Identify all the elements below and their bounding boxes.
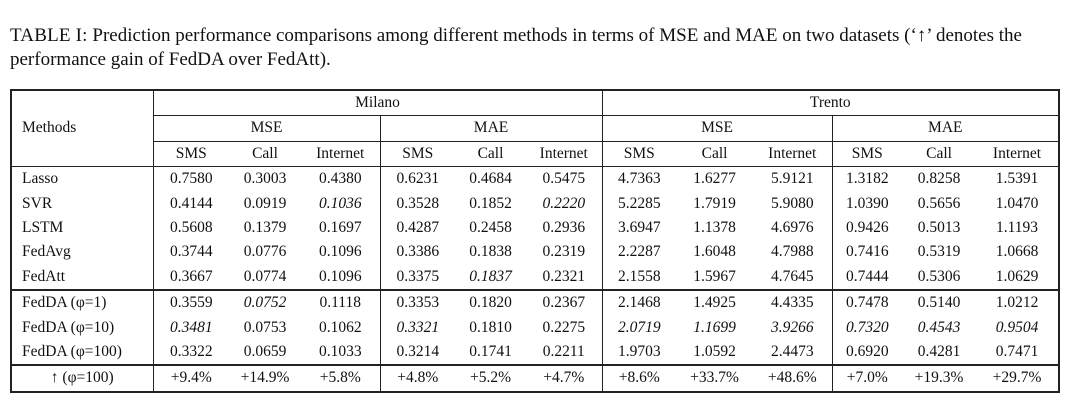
- table-cell: 0.0774: [243, 267, 287, 285]
- table-cell: 0.3386: [380, 240, 455, 264]
- table-cell: 1.0212: [976, 290, 1059, 315]
- table-row: [11, 316, 1059, 340]
- table-cell: 0.1096: [318, 267, 362, 285]
- table-cell: 3.6947: [602, 216, 676, 240]
- header-service: Call: [229, 141, 301, 166]
- table-cell: 0.5475: [542, 170, 586, 188]
- header-service: Internet: [526, 141, 602, 166]
- header-dataset-trento: Trento: [602, 90, 1059, 116]
- table-cell: 0.3375: [380, 265, 455, 290]
- table-cell: 0.1033: [301, 340, 380, 365]
- method-name: FedDA (φ=100): [11, 340, 153, 365]
- table-row: [11, 240, 1059, 264]
- table-cell: 5.9080: [770, 194, 814, 212]
- table-cell: 0.4543: [917, 318, 961, 336]
- table-cell: 0.9426: [832, 216, 902, 240]
- table-cell: 0.1820: [455, 290, 526, 315]
- table-cell: 1.5967: [693, 267, 736, 285]
- table-cell: 0.4380: [318, 170, 362, 188]
- table-cell: 0.3528: [380, 192, 455, 216]
- table-caption: [10, 24, 1070, 72]
- table-cell: 0.1741: [455, 340, 526, 365]
- table-cell: 0.9504: [995, 318, 1039, 336]
- table-cell: 1.1193: [996, 219, 1039, 237]
- table-row: [11, 290, 1059, 315]
- table-cell: 1.9703: [602, 340, 676, 365]
- table-cell: 0.1838: [469, 243, 512, 261]
- table-cell: 5.9121: [770, 170, 814, 188]
- table-cell: 0.1062: [318, 318, 362, 336]
- results-table: [10, 89, 1060, 393]
- table-cell: 0.2319: [542, 243, 586, 261]
- table-cell: 0.1096: [318, 243, 362, 261]
- table-cell: 0.4287: [380, 216, 455, 240]
- table-cell: 4.7645: [770, 267, 814, 285]
- table-cell: 0.4281: [902, 340, 976, 365]
- table-cell: 0.3559: [153, 290, 229, 315]
- table-cell: +4.8%: [380, 365, 455, 391]
- table-cell: +7.0%: [832, 365, 902, 391]
- method-name: SVR: [22, 194, 53, 212]
- table-cell: 2.0719: [602, 316, 676, 340]
- table-cell: 1.0390: [832, 192, 902, 216]
- header-row-dataset: [11, 90, 1059, 116]
- method-name: LSTM: [22, 219, 64, 237]
- table-cell: 0.2275: [542, 318, 586, 336]
- table-cell: 0.7580: [153, 167, 229, 192]
- table-cell: +5.8%: [319, 369, 361, 387]
- table-cell: 0.2220: [542, 194, 586, 212]
- header-dataset-milano: Milano: [153, 90, 602, 116]
- table-cell: 0.1379: [243, 219, 287, 237]
- method-name: ↑ (φ=100): [50, 369, 114, 387]
- table-cell: 0.6231: [380, 167, 455, 192]
- table-cell: 0.2367: [526, 290, 602, 315]
- method-name: FedDA (φ=1): [11, 290, 153, 315]
- table-cell: 0.4144: [153, 192, 229, 216]
- header-service: SMS: [380, 141, 455, 166]
- table-cell: 0.7416: [832, 240, 902, 264]
- table-cell: 0.2211: [526, 340, 602, 365]
- header-row-metric: [11, 116, 1059, 141]
- table-row: [11, 192, 1059, 216]
- table-cell: 0.4684: [469, 170, 512, 188]
- table-cell: 0.1118: [301, 290, 380, 315]
- table-cell: 0.3322: [153, 340, 229, 365]
- table-cell: 1.6277: [693, 170, 736, 188]
- table-cell: 0.5140: [902, 290, 976, 315]
- method-name: FedAtt: [22, 267, 66, 285]
- method-name: Lasso: [22, 170, 59, 188]
- header-service: Call: [902, 141, 976, 166]
- table-cell: 1.4925: [676, 290, 753, 315]
- table-cell: 0.2321: [542, 267, 586, 285]
- table-cell: 2.1468: [602, 290, 676, 315]
- table-cell: 0.3481: [153, 316, 229, 340]
- table-cell: +19.3%: [914, 369, 964, 387]
- table-cell: 0.3353: [380, 290, 455, 315]
- table-cell: 0.0753: [243, 318, 287, 336]
- table-cell: 4.7988: [770, 243, 814, 261]
- table-cell: 0.0776: [243, 243, 287, 261]
- table-cell: 0.5608: [153, 216, 229, 240]
- table-cell: +48.6%: [767, 369, 817, 387]
- table-label: TABLE I:: [10, 25, 88, 46]
- table-cell: 0.6920: [832, 340, 902, 365]
- table-cell: +8.6%: [602, 365, 676, 391]
- header-service: Internet: [976, 141, 1059, 166]
- header-service: SMS: [153, 141, 229, 166]
- table-cell: 1.1699: [693, 318, 736, 336]
- table-cell: 0.5306: [917, 267, 961, 285]
- caption-text: Prediction performance comparisons among different methods in terms of MSE and MAE on two datasets (‘↑’ denotes the performance gain of FedDA over FedAtt).: [10, 25, 1022, 70]
- header-service: SMS: [602, 141, 676, 166]
- table-cell: 0.1837: [469, 267, 512, 285]
- table-row: [11, 365, 1059, 391]
- table-cell: 0.3214: [380, 340, 455, 365]
- table-cell: 4.7363: [602, 167, 676, 192]
- table-cell: 1.0470: [995, 194, 1039, 212]
- table-cell: 2.1558: [602, 265, 676, 290]
- header-metric: MSE: [602, 116, 832, 141]
- table-cell: +14.9%: [240, 369, 290, 387]
- table-cell: 0.7478: [832, 290, 902, 315]
- table-cell: 0.7444: [832, 265, 902, 290]
- table-cell: 1.6048: [693, 243, 736, 261]
- table-cell: 2.4473: [753, 340, 832, 365]
- table-cell: 0.1697: [318, 219, 362, 237]
- table-cell: 4.4335: [753, 290, 832, 315]
- table-cell: 0.3667: [153, 265, 229, 290]
- table-cell: 1.0629: [995, 267, 1039, 285]
- table-cell: 4.6976: [770, 219, 814, 237]
- header-service: Call: [455, 141, 526, 166]
- header-metric: MSE: [153, 116, 380, 141]
- table-cell: 0.0659: [229, 340, 301, 365]
- table-cell: 0.5656: [917, 194, 961, 212]
- header-metric: MAE: [380, 116, 602, 141]
- table-cell: 0.3321: [380, 316, 455, 340]
- table-cell: +9.4%: [153, 365, 229, 391]
- table-cell: 0.2458: [469, 219, 512, 237]
- table-cell: 0.3744: [153, 240, 229, 264]
- header-service: Call: [676, 141, 753, 166]
- table-row: [11, 216, 1059, 240]
- table-cell: +33.7%: [690, 369, 739, 387]
- table-cell: 3.9266: [770, 318, 814, 336]
- table-cell: 0.1810: [469, 318, 512, 336]
- table-cell: 1.0668: [995, 243, 1039, 261]
- table-cell: 0.0919: [243, 194, 287, 212]
- header-service: SMS: [832, 141, 902, 166]
- header-row-service: [11, 141, 1059, 166]
- table-cell: 5.2285: [602, 192, 676, 216]
- table-cell: 0.0752: [229, 290, 301, 315]
- table-cell: 0.1852: [469, 194, 512, 212]
- method-name: FedDA (φ=10): [22, 318, 115, 336]
- table-cell: 1.1378: [693, 219, 736, 237]
- table-cell: +4.7%: [543, 369, 585, 387]
- table-cell: 1.3182: [832, 167, 902, 192]
- method-name: FedAvg: [22, 243, 71, 261]
- table-row: [11, 265, 1059, 290]
- header-service: Internet: [753, 141, 832, 166]
- table-cell: 0.5013: [917, 219, 961, 237]
- header-methods: Methods: [11, 90, 153, 167]
- table-row: [11, 340, 1059, 365]
- table-cell: +29.7%: [992, 369, 1042, 387]
- table-cell: 0.3003: [243, 170, 287, 188]
- header-service: Internet: [301, 141, 380, 166]
- table-cell: 0.5319: [917, 243, 961, 261]
- table-row: [11, 167, 1059, 192]
- table-cell: +5.2%: [469, 369, 512, 387]
- table-cell: 1.5391: [995, 170, 1039, 188]
- table-cell: 0.7471: [976, 340, 1059, 365]
- table-cell: 0.8258: [917, 170, 961, 188]
- table-cell: 0.7320: [832, 316, 902, 340]
- table-cell: 1.7919: [693, 194, 736, 212]
- header-metric: MAE: [832, 116, 1059, 141]
- table-cell: 0.1036: [318, 194, 362, 212]
- table-cell: 0.2936: [542, 219, 586, 237]
- table-cell: 1.0592: [676, 340, 753, 365]
- table-cell: 2.2287: [602, 240, 676, 264]
